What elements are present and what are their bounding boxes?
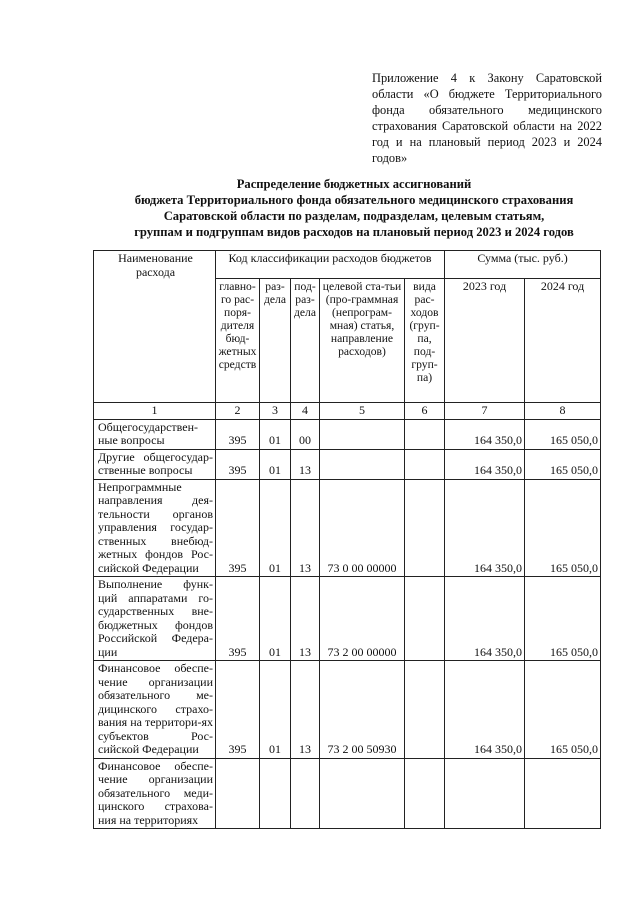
row-admin: 395 [216, 577, 260, 661]
row-admin: 395 [216, 449, 260, 479]
row-kind [405, 661, 445, 759]
row-kind [405, 758, 445, 829]
row-name: Финансовое обеспе-чение организации обязательного меди-цинского страхова-ния на территориях [94, 758, 216, 829]
row-target: 73 0 00 00000 [320, 479, 405, 577]
table-row [94, 661, 601, 759]
header-target: целевой ста-тьи (про-граммная (непрограм-мная) статья, направление расходов) [320, 279, 405, 403]
col-number: 5 [320, 403, 405, 420]
table-row [94, 577, 601, 661]
row-section: 01 [260, 419, 291, 449]
row-subsection: 00 [291, 419, 320, 449]
row-2024: 165 050,0 [525, 449, 601, 479]
row-target [320, 758, 405, 829]
row-target [320, 419, 405, 449]
row-subsection: 13 [291, 479, 320, 577]
col-number: 1 [94, 403, 216, 420]
header-name: Наименование расхода [94, 251, 216, 403]
row-admin: 395 [216, 419, 260, 449]
row-section: 01 [260, 577, 291, 661]
table-row [94, 758, 601, 829]
col-number: 3 [260, 403, 291, 420]
row-2023: 164 350,0 [445, 479, 525, 577]
title-line: Распределение бюджетных ассигнований [236, 177, 472, 191]
column-numbers-row [94, 403, 601, 420]
title-line: группам и подгруппам видов расходов на плановый период 2023 и 2024 годов [134, 225, 574, 239]
header-codes: Код классификации расходов бюджетов [216, 251, 445, 279]
row-target [320, 449, 405, 479]
title-line: Саратовской области по разделам, подразделам, целевым статьям, [163, 209, 545, 223]
document-title [98, 176, 610, 240]
row-kind [405, 479, 445, 577]
header-main-admin: главно-го рас-поря-дителя бюд-жетных средств [216, 279, 260, 403]
row-name: Финансовое обеспе-чение организации обязательного ме-дицинского страхо-вания на территори-ях субъектов Рос-сийской Федерации [94, 661, 216, 759]
row-kind [405, 419, 445, 449]
appendix-note: Приложение 4 к Закону Саратовской области «О бюджете Территориального фонда обязательного медицинского страхования Саратовской области на 2022 год и на плановый период 2023 и 2024 годов» [372, 71, 602, 165]
row-section [260, 758, 291, 829]
header-subsection: под-раз-дела [291, 279, 320, 403]
col-number: 8 [525, 403, 601, 420]
row-section: 01 [260, 479, 291, 577]
budget-table [93, 250, 601, 829]
row-name: Непрограммные направления дея-тельности органов управления государ-ственных внебюд-жетных фондов Рос-сийской Федерации [94, 479, 216, 577]
header-kind: вида рас-ходов (груп-па, под-груп-па) [405, 279, 445, 403]
row-target: 73 2 00 50930 [320, 661, 405, 759]
header-sum: Сумма (тыс. руб.) [445, 251, 601, 279]
header-section: раз-дела [260, 279, 291, 403]
col-number: 7 [445, 403, 525, 420]
row-section: 01 [260, 661, 291, 759]
row-name: Общегосударствен-ные вопросы [94, 419, 216, 449]
row-2024: 165 050,0 [525, 577, 601, 661]
header-2024: 2024 год [525, 279, 601, 403]
table-row [94, 419, 601, 449]
col-number: 2 [216, 403, 260, 420]
row-admin: 395 [216, 661, 260, 759]
row-subsection: 13 [291, 577, 320, 661]
col-number: 6 [405, 403, 445, 420]
row-2023: 164 350,0 [445, 661, 525, 759]
row-subsection [291, 758, 320, 829]
row-2024: 165 050,0 [525, 661, 601, 759]
row-section: 01 [260, 449, 291, 479]
row-2024: 165 050,0 [525, 419, 601, 449]
table-row [94, 479, 601, 577]
row-kind [405, 577, 445, 661]
row-name: Другие общегосудар-ственные вопросы [94, 449, 216, 479]
row-target: 73 2 00 00000 [320, 577, 405, 661]
row-2023: 164 350,0 [445, 577, 525, 661]
table-row [94, 449, 601, 479]
row-admin [216, 758, 260, 829]
row-2023 [445, 758, 525, 829]
title-line: бюджета Территориального фонда обязательного медицинского страхования [134, 193, 574, 207]
row-kind [405, 449, 445, 479]
row-admin: 395 [216, 479, 260, 577]
row-2024 [525, 758, 601, 829]
col-number: 4 [291, 403, 320, 420]
row-name: Выполнение функ-ций аппаратами го-сударственных вне-бюджетных фондов Российской Федера-ции [94, 577, 216, 661]
row-2024: 165 050,0 [525, 479, 601, 577]
row-subsection: 13 [291, 449, 320, 479]
header-2023: 2023 год [445, 279, 525, 403]
row-2023: 164 350,0 [445, 419, 525, 449]
row-2023: 164 350,0 [445, 449, 525, 479]
row-subsection: 13 [291, 661, 320, 759]
